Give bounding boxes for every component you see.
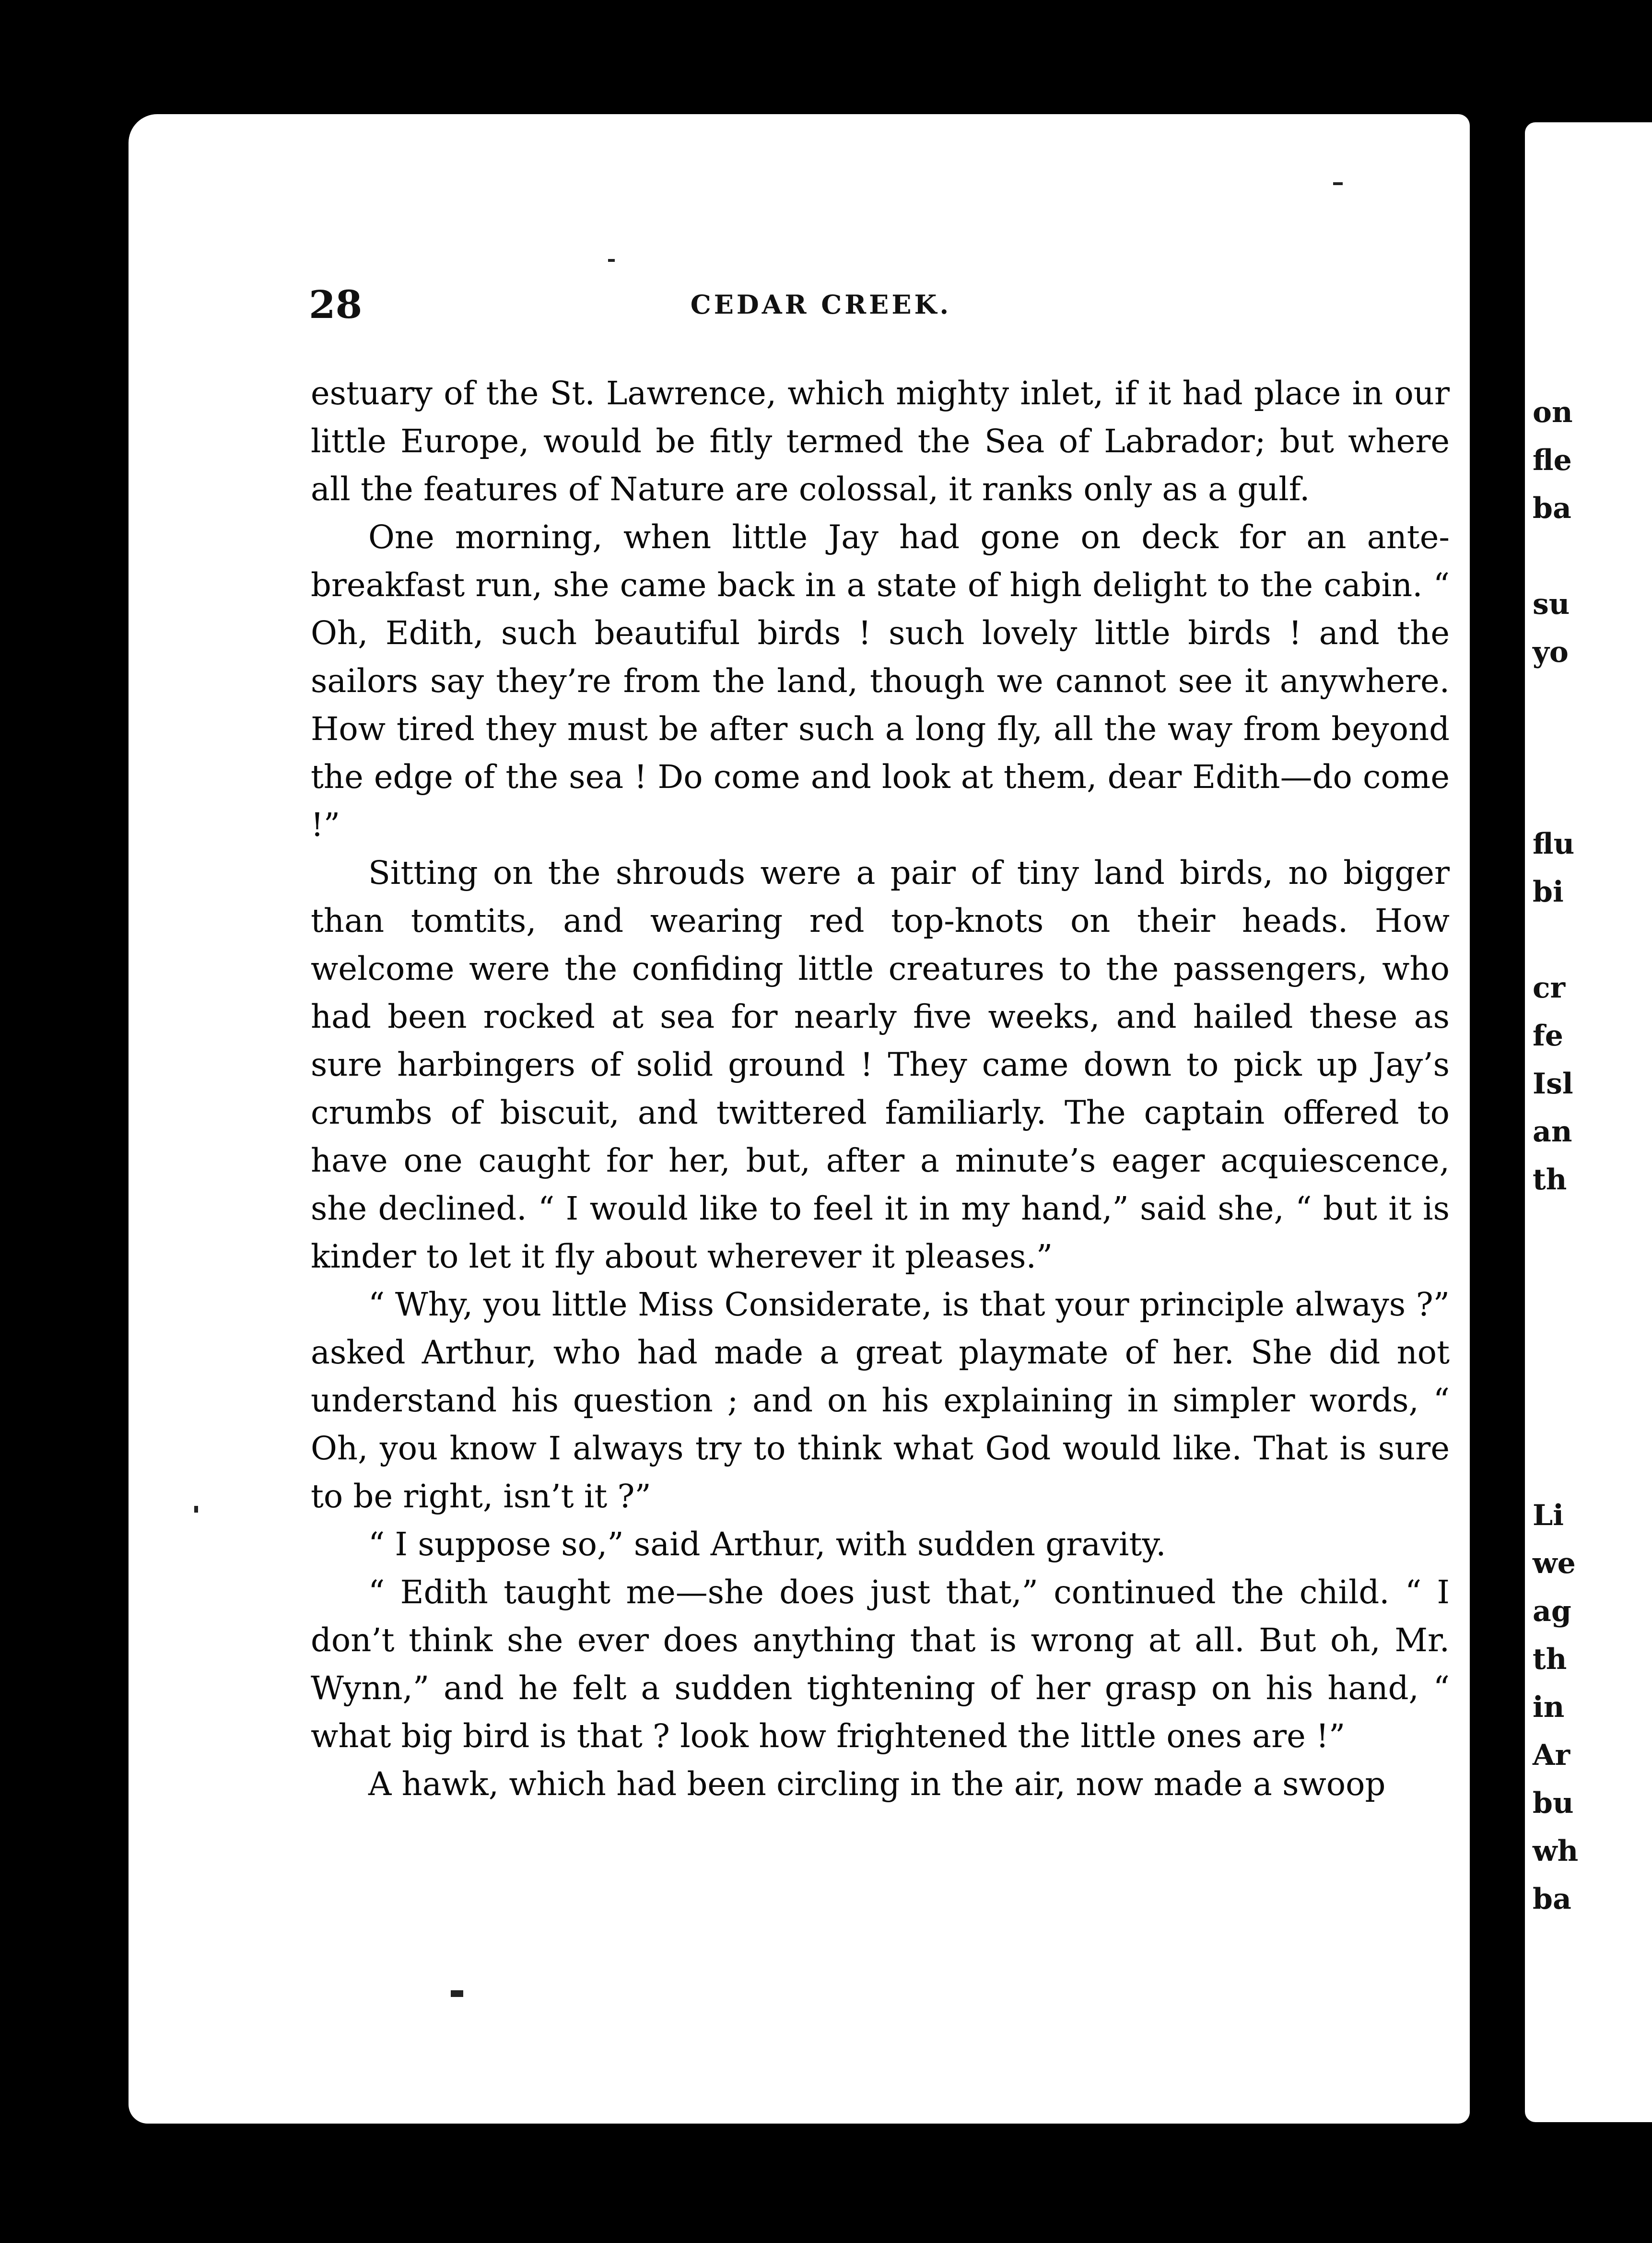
paragraph: A hawk, which had been circling in the air, now made a swoop	[368, 1765, 1386, 1803]
adjacent-page-fragment: an	[1533, 1115, 1572, 1149]
running-head: CEDAR CREEK.	[690, 289, 952, 320]
paragraph: One morning, when little Jay had gone on deck for an ante-breakfast run, she came back in a state of high delight to the cabin. “ Oh, Edith, such beautiful birds ! such lovely little birds ! and the sailors say they’re from the land, though we cannot see it anywhere. How tired they must be after such a long fly, all the way from beyond the edge of the sea ! Do come and look at them, dear Edith—do come !”	[311, 518, 1450, 844]
adjacent-page-fragment: th	[1533, 1643, 1567, 1676]
adjacent-page-fragment: fle	[1533, 444, 1572, 477]
adjacent-page-fragment: Isl	[1533, 1067, 1573, 1101]
paragraph: “ I suppose so,” said Arthur, with sudden gravity.	[368, 1526, 1166, 1563]
page-header	[179, 281, 1463, 329]
adjacent-page-fragment: yo	[1533, 635, 1569, 669]
adjacent-page-fragment: fe	[1533, 1019, 1563, 1053]
adjacent-page-fragment: su	[1533, 587, 1570, 621]
scan-speck	[1333, 182, 1343, 185]
page-number: 28	[309, 282, 363, 327]
adjacent-page-fragment: bi	[1533, 875, 1564, 909]
paragraph: “ Edith taught me—she does just that,” continued the child. “ I don’t think she ever does anything that is wrong at all. But oh, Mr. Wynn,” and he felt a sudden tightening of her grasp on his hand, “ what big bird is that ? look how frightened the little ones are !”	[311, 1574, 1450, 1755]
adjacent-page-fragment: ag	[1533, 1595, 1571, 1628]
scan-speck	[194, 1506, 198, 1513]
adjacent-page-fragment: ba	[1533, 1882, 1571, 1916]
scan-speck	[608, 259, 615, 262]
adjacent-page-fragment: flu	[1533, 827, 1575, 861]
adjacent-page-fragment: Ar	[1533, 1738, 1570, 1772]
paragraph: “ Why, you little Miss Considerate, is that your principle always ?” asked Arthur, who had made a great playmate of her. She did not understand his question ; and on his explaining in simpler words, “ Oh, you know I always try to think what God would like. That is sure to be right, isn’t it ?”	[311, 1286, 1450, 1515]
adjacent-page-fragment: Li	[1533, 1499, 1564, 1532]
adjacent-page-fragment: we	[1533, 1547, 1576, 1580]
adjacent-page-fragment: in	[1533, 1691, 1565, 1724]
body-text	[311, 369, 1450, 1923]
adjacent-page-fragment: on	[1533, 396, 1573, 429]
adjacent-page-fragment: bu	[1533, 1786, 1574, 1820]
adjacent-page-fragment: ba	[1533, 492, 1571, 525]
adjacent-page-edge	[1525, 122, 1652, 2122]
paragraph-continued: estuary of the St. Lawrence, which mighty inlet, if it had place in our little Europe, would be fitly termed the Sea of Labrador; but where all the features of Nature are colossal, it ranks only as a gulf.	[311, 375, 1450, 508]
adjacent-page-fragment: cr	[1533, 971, 1566, 1005]
adjacent-page-fragment: th	[1533, 1163, 1567, 1197]
paragraph: Sitting on the shrouds were a pair of tiny land birds, no bigger than tomtits, and wearing red top-knots on their heads. How welcome were the confiding little creatures to the passengers, who had been rocked at sea for nearly five weeks, and hailed these as sure harbingers of solid ground ! They came down to pick up Jay’s crumbs of biscuit, and twittered familiarly. The captain offered to have one caught for her, but, after a minute’s eager acquiescence, she declined. “ I would like to feel it in my hand,” said she, “ but it is kinder to let it fly about wherever it pleases.”	[311, 854, 1450, 1275]
scan-speck	[451, 1990, 463, 1997]
adjacent-page-fragment: wh	[1533, 1834, 1579, 1868]
